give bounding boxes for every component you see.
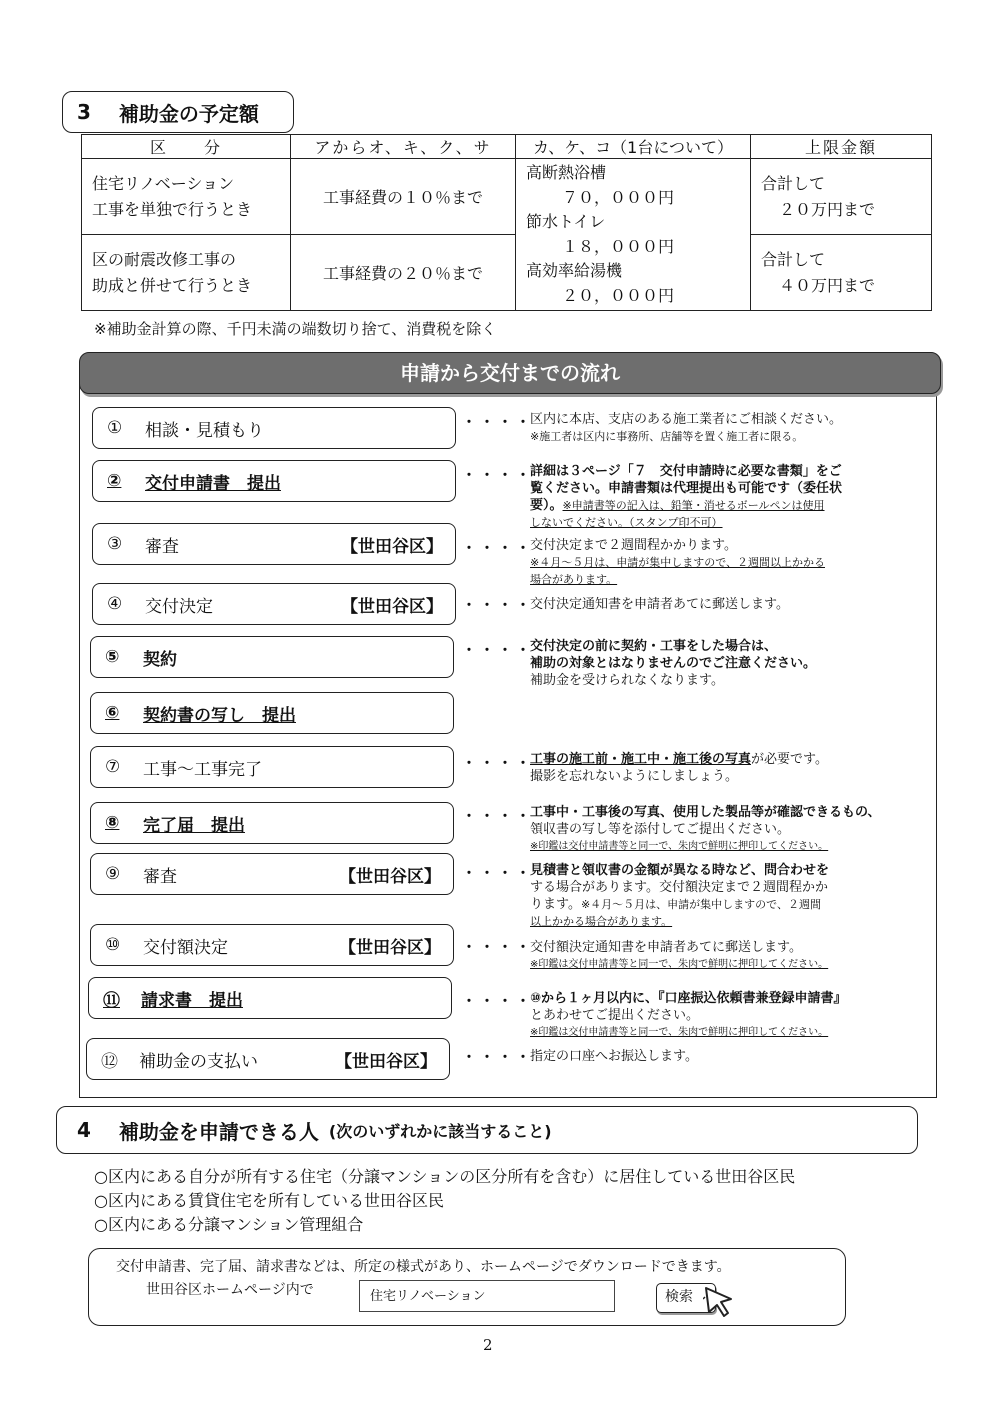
eligible-item-3: ○区内にある分譲マンション管理組合 [94, 1215, 364, 1234]
step-4-number: ④ [107, 594, 123, 614]
desc-8-line1: 工事中・工事後の写真、使用した製品等が確認できるもの、 [530, 805, 881, 820]
row1-limit-line1: 合計して [761, 173, 826, 193]
eligible-item-2: ○区内にある賃貸住宅を所有している世田谷区民 [94, 1191, 444, 1210]
desc-12: 指定の口座へお振込します。 [530, 1049, 698, 1064]
step-5-label: 契約 [143, 649, 177, 670]
desc-1-text: 区内に本店、支店のある施工業者にご相談ください。 [530, 412, 843, 427]
step-6-number: ⑥ [105, 703, 120, 723]
desc-10-note: ※印鑑は交付申請書等と同一で、朱肉で鮮明に押印してください。 [530, 959, 829, 970]
step-3-number: ③ [107, 534, 123, 554]
row2-category-line1: 区の耐震改修工事の [92, 249, 237, 269]
equip2-amount: １８，０００円 [562, 236, 675, 256]
desc-1-note: ※施工者は区内に事務所、店舗等を置く施工者に限る。 [530, 430, 804, 443]
desc-9-line2: する場合があります。交付額決定まで２週間程かか [530, 880, 828, 895]
desc-4: 交付決定通知書を申請者あてに郵送します。 [530, 597, 789, 612]
dots-7: ・・・・ [462, 756, 534, 772]
row2-limit [751, 235, 932, 311]
desc-10-text: 交付額決定通知書を申請者あてに郵送します。 [530, 940, 802, 955]
step-4 [92, 583, 456, 625]
desc-2-note2: しないでください。（スタンプ印不可） [530, 516, 723, 529]
desc-8-line2: 領収書の写し等を添付してご提出ください。 [530, 822, 791, 837]
dots-1: ・・・・ [462, 415, 534, 431]
desc-7 [530, 751, 930, 785]
step-12-tag: 【世田谷区】 [335, 1051, 437, 1072]
budget-table [81, 134, 932, 311]
search-input[interactable]: 住宅リノベーション [359, 1280, 615, 1312]
step-3-label: 審査 [145, 536, 179, 557]
desc-9-line1: 見積書と領収書の金額が異なる時など、問合わせを [530, 863, 830, 878]
step-2 [92, 460, 456, 502]
row2-category [82, 235, 291, 311]
section3-title-text: 補助金の予定額 [118, 101, 259, 126]
desc-7-underlined: 工事の施工前・施工中・施工後の写真 [530, 752, 752, 767]
desc-3-note2: 場合があります。 [530, 573, 618, 586]
desc-5-line2: 補助の対象とはなりませんのでご注意ください。 [530, 656, 817, 671]
row1-limit-line2: ２０万円まで [779, 199, 876, 219]
desc-2-line2: 覧ください。申請書類は代理提出も可能です（委任状 [530, 481, 843, 496]
section4-number: 4 [77, 1118, 91, 1142]
step-12-number: ⑫ [101, 1051, 118, 1072]
step-1-label: 相談・見積もり [145, 420, 264, 441]
desc-8-note: ※印鑑は交付申請書等と同一で、朱肉で鮮明に押印してください。 [530, 841, 829, 852]
equipment-cell [516, 159, 751, 311]
desc-5-line1: 交付決定の前に契約・工事をした場合は、 [530, 639, 778, 654]
step-10-label: 交付額決定 [143, 937, 228, 958]
row1-category-line2: 工事を単独で行うとき [92, 199, 253, 219]
step-7-label: 工事～工事完了 [143, 759, 262, 780]
dots-10: ・・・・ [462, 940, 534, 956]
search-button-label: 検索 [665, 1289, 693, 1305]
section4-title-text: 補助金を申請できる人 [118, 1119, 319, 1144]
eligible-item-1: ○区内にある自分が所有する住宅（分譲マンションの区分所有を含む）に居住している世田谷区民 [94, 1167, 796, 1186]
desc-5 [530, 638, 930, 689]
desc-3-note1: ※４月～５月は、申請が集中しますので、２週間以上かかる [530, 556, 825, 569]
step-12 [86, 1038, 450, 1080]
row1-limit [751, 159, 932, 235]
step-6 [90, 692, 454, 734]
step-10-tag: 【世田谷区】 [339, 937, 441, 958]
header-limit: 上限金額 [751, 135, 932, 159]
header-category: 区 分 [82, 135, 291, 159]
row1-category-line1: 住宅リノベーション [92, 173, 235, 193]
desc-10 [530, 939, 930, 973]
section4-subtitle: (次のいずれかに該当すること) [328, 1121, 552, 1141]
step-7-number: ⑦ [105, 757, 121, 777]
desc-9-line3: ります。 [530, 897, 581, 912]
row2-category-line2: 助成と併せて行うとき [92, 275, 253, 295]
step-1-number: ① [107, 418, 123, 438]
step-5-number: ⑤ [105, 647, 120, 667]
desc-7-line2: 撮影を忘れないようにしましょう。 [530, 769, 739, 784]
desc-11-note: ※印鑑は交付申請書等と同一で、朱肉で鮮明に押印してください。 [530, 1027, 829, 1038]
row1-rate: 工事経費の１０％まで [291, 159, 516, 235]
dots-12: ・・・・ [462, 1050, 534, 1066]
dots-5: ・・・・ [462, 643, 534, 659]
step-7 [90, 746, 454, 788]
step-9 [90, 853, 454, 895]
step-4-tag: 【世田谷区】 [341, 596, 443, 617]
header-equipment: カ、ケ、コ（1台について） [516, 135, 751, 159]
step-11-label: 請求書 提出 [141, 990, 243, 1011]
desc-9-note2: 以上かかる場合があります。 [530, 915, 673, 928]
dots-9: ・・・・ [462, 866, 534, 882]
desc-9 [530, 862, 930, 930]
desc-11-line1: ⑩から１ヶ月以内に、『口座振込依頼書兼登録申請書』 [530, 991, 847, 1006]
desc-11-line2: とあわせてご提出ください。 [530, 1008, 700, 1023]
desc-3-text: 交付決定まで２週間程かかります。 [530, 538, 737, 553]
step-8-number: ⑧ [105, 813, 120, 833]
row2-limit-line2: ４０万円まで [779, 275, 876, 295]
desc-11 [530, 990, 930, 1041]
step-4-label: 交付決定 [145, 596, 213, 617]
step-9-label: 審査 [143, 866, 177, 887]
row1-category [82, 159, 291, 235]
site-label: 世田谷区ホームページ内で [146, 1282, 314, 1298]
download-text: 交付申請書、完了届、請求書などは、所定の様式があり、ホームページでダウンロードできます。 [116, 1259, 731, 1275]
desc-9-note1: ※４月～５月は、申請が集中しますので、２週間 [580, 898, 821, 911]
cursor-icon [703, 1285, 737, 1319]
equip2-name: 節水トイレ [526, 212, 606, 231]
step-1 [92, 407, 456, 449]
dots-11: ・・・・ [462, 994, 534, 1010]
desc-2-line1: 詳細は３ページ「７ 交付申請時に必要な書類」をご [530, 464, 842, 479]
dots-8: ・・・・ [462, 809, 534, 825]
step-10-number: ⑩ [105, 935, 121, 955]
step-3 [92, 523, 456, 565]
step-9-tag: 【世田谷区】 [339, 866, 441, 887]
section4-title [56, 1106, 918, 1154]
equip1-amount: ７０，０００円 [562, 187, 675, 207]
step-3-tag: 【世田谷区】 [341, 536, 443, 557]
desc-7-rest: が必要です。 [751, 752, 828, 767]
section3-number: 3 [77, 100, 91, 124]
step-9-number: ⑨ [105, 864, 121, 884]
step-2-label: 交付申請書 提出 [145, 473, 281, 494]
equip1-name: 高断熱浴槽 [526, 163, 607, 182]
eligible-list [94, 1165, 795, 1237]
row2-rate: 工事経費の２０％まで [291, 235, 516, 311]
desc-8 [530, 804, 930, 855]
dots-2: ・・・・ [462, 468, 534, 484]
step-10 [90, 924, 454, 966]
dots-4: ・・・・ [462, 598, 534, 614]
step-8 [90, 802, 454, 844]
section3-title [62, 91, 294, 133]
row2-limit-line1: 合計して [761, 249, 826, 269]
step-12-label: 補助金の支払い [139, 1051, 258, 1072]
dots-3: ・・・・ [462, 541, 534, 557]
step-5 [90, 636, 454, 678]
desc-1 [530, 411, 930, 445]
equip3-name: 高効率給湯機 [526, 261, 623, 280]
step-6-label: 契約書の写し 提出 [143, 705, 296, 726]
desc-2-note1: ※申請書等の記入は、鉛筆・消せるボールペンは使用 [562, 499, 825, 512]
flow-title: 申請から交付までの流れ [79, 352, 941, 394]
section3-note: ※補助金計算の際、千円未満の端数切り捨て、消費税を除く [94, 320, 497, 338]
header-rate: アからオ、キ、ク、サ [291, 135, 516, 159]
page-number: 2 [483, 1336, 493, 1354]
step-11 [88, 977, 452, 1019]
desc-2 [530, 463, 930, 531]
step-2-number: ② [107, 471, 122, 491]
step-11-number: ⑪ [103, 990, 120, 1011]
equip3-amount: ２０，０００円 [562, 285, 675, 305]
desc-5-line3: 補助金を受けられなくなります。 [530, 673, 724, 688]
desc-3 [530, 537, 930, 588]
step-8-label: 完了届 提出 [143, 815, 245, 836]
desc-2-line3: 要）。 [530, 498, 563, 513]
